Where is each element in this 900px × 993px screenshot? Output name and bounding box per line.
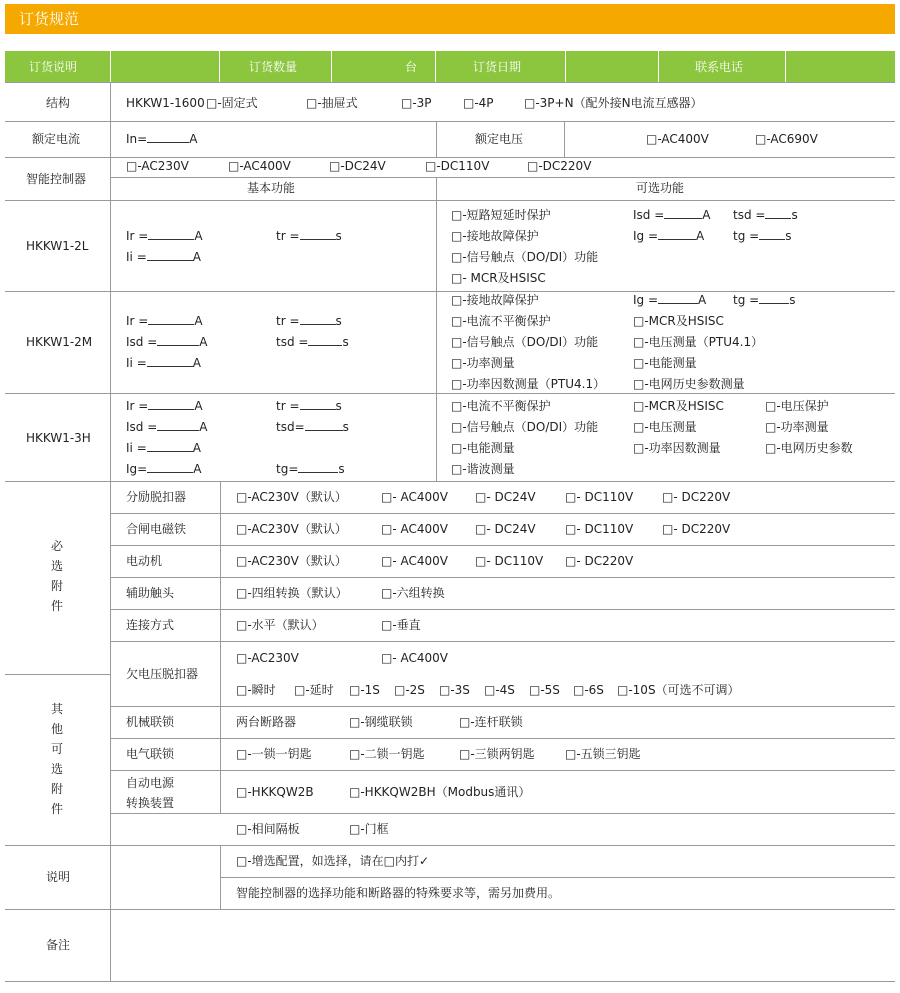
checkbox-1lock-1key[interactable]: □-一锁一钥匙 — [236, 747, 312, 761]
checkbox-door-frame[interactable]: □-门框 — [349, 822, 389, 836]
ats-label-line2: 转换装置 — [126, 796, 175, 810]
field-unit: A — [696, 229, 705, 243]
field-key: tg = — [733, 293, 760, 307]
row-line — [110, 577, 895, 578]
label-char: 件 — [50, 599, 63, 613]
field-unit: s — [335, 399, 342, 413]
checkbox-3s[interactable]: □-3S — [439, 683, 470, 697]
checkbox-vertical[interactable]: □-垂直 — [381, 618, 421, 632]
row-line — [110, 813, 895, 814]
separator — [435, 51, 436, 82]
field-unit: s — [789, 293, 796, 307]
checkbox-mcr-hsisc[interactable]: □-MCR及HSISC — [633, 314, 724, 328]
field-unit: A — [194, 314, 203, 328]
checkbox-power-measure[interactable]: □-功率测量 — [765, 420, 829, 434]
rated-voltage-label: 额定电压 — [475, 132, 524, 146]
checkbox-10s[interactable]: □-10S（可选不可调） — [617, 683, 740, 697]
checkbox-4p[interactable]: □-4P — [463, 96, 494, 110]
blank-line — [147, 132, 189, 143]
checkbox-ac230v[interactable]: □-AC230V（默认） — [236, 490, 347, 504]
checkbox-drawout[interactable]: □-抽屉式 — [306, 96, 358, 110]
row-line — [110, 609, 895, 610]
field-ii[interactable] — [126, 440, 201, 456]
checkbox-ac400v[interactable]: □- AC400V — [381, 490, 448, 504]
label-char: 附 — [50, 782, 63, 796]
separator — [785, 51, 786, 82]
row-line — [5, 82, 895, 83]
undervoltage-label: 欠电压脱扣器 — [126, 667, 199, 681]
row-line — [5, 121, 895, 122]
field-ii[interactable] — [126, 355, 201, 371]
field-unit: A — [702, 208, 711, 222]
checkbox-dc110v[interactable]: □- DC110V — [475, 554, 544, 568]
field-unit: s — [335, 314, 342, 328]
checkbox-phase-barrier[interactable]: □-相间隔板 — [236, 822, 300, 836]
row-line — [110, 738, 895, 739]
field-key: Ir = — [126, 229, 149, 243]
checkbox-5s[interactable]: □-5S — [529, 683, 560, 697]
col-line — [436, 121, 437, 157]
checkbox-voltage-measure[interactable]: □-电压测量 — [633, 420, 697, 434]
checkbox-dc110v[interactable]: □- DC110V — [565, 522, 634, 536]
field-ir[interactable] — [126, 313, 203, 329]
checkbox-uv-ac230v[interactable]: □-AC230V — [236, 651, 299, 665]
notes-line-1: □-增选配置，如选择，请在□内打✓ — [236, 854, 430, 868]
label-char: 其 — [50, 702, 63, 716]
blank-line — [147, 250, 193, 261]
col-line — [220, 481, 221, 813]
field-key: Ii = — [126, 250, 147, 264]
checkbox-ctrl-dc110v[interactable]: □-DC110V — [425, 159, 490, 173]
field-isd[interactable] — [633, 207, 711, 223]
checkbox-fixed[interactable]: □-固定式 — [206, 96, 258, 110]
field-tr[interactable] — [276, 313, 342, 329]
col-line — [220, 845, 221, 909]
checkbox-history-params[interactable]: □-电网历史参数测量 — [633, 377, 745, 391]
field-key: tg= — [276, 462, 299, 476]
blank-line — [305, 420, 343, 431]
label-char: 件 — [50, 802, 63, 816]
remarks-label: 备注 — [46, 938, 71, 952]
row-line — [110, 641, 895, 642]
blank-line — [308, 335, 342, 346]
field-unit: s — [342, 420, 349, 434]
mech-interlock-label: 机械联锁 — [126, 715, 175, 729]
checkbox-dc220v[interactable]: □- DC220V — [662, 522, 731, 536]
required-accessories-label — [47, 536, 67, 616]
row-line — [5, 200, 895, 201]
closing-coil-label: 合闸电磁铁 — [126, 522, 187, 536]
checkbox-ctrl-dc220v[interactable]: □-DC220V — [527, 159, 592, 173]
notes-label: 说明 — [46, 870, 71, 884]
checkbox-ctrl-dc24v[interactable]: □-DC24V — [329, 159, 386, 173]
checkbox-ac400v[interactable]: □-AC400V — [646, 132, 709, 146]
blank-line — [147, 356, 193, 367]
checkbox-ac400v[interactable]: □- AC400V — [381, 554, 448, 568]
shunt-trip-label: 分励脱扣器 — [126, 490, 187, 504]
field-unit: s — [338, 462, 345, 476]
field-key: Isd = — [633, 208, 665, 222]
blank-line — [658, 293, 698, 304]
field-unit: A — [192, 250, 201, 264]
in-unit: A — [189, 132, 198, 146]
field-unit: A — [199, 335, 208, 349]
blank-line — [664, 208, 702, 219]
blank-line — [147, 441, 193, 452]
field-ir[interactable] — [126, 398, 203, 414]
field-key: Ig = — [633, 293, 659, 307]
checkbox-power-measure[interactable]: □-功率测量 — [451, 356, 515, 370]
checkbox-energy-measure[interactable]: □-电能测量 — [451, 441, 515, 455]
field-tsd[interactable] — [733, 207, 798, 223]
row-line — [5, 674, 110, 675]
blank-line — [759, 229, 785, 240]
field-ig[interactable] — [633, 228, 704, 244]
checkbox-history-params[interactable]: □-电网历史参数 — [765, 441, 853, 455]
row-line — [5, 393, 895, 394]
col-line — [564, 121, 565, 157]
field-tr[interactable] — [276, 228, 342, 244]
checkbox-ac230v[interactable]: □-AC230V（默认） — [236, 554, 347, 568]
order-info-row — [5, 51, 895, 82]
field-unit: s — [785, 229, 792, 243]
label-char: 附 — [50, 579, 63, 593]
field-unit: A — [698, 293, 707, 307]
blank-line — [658, 229, 696, 240]
ats-label-line1: 自动电源 — [126, 776, 175, 790]
field-tr[interactable] — [276, 398, 342, 414]
checkbox-3pn[interactable]: □-3P+N（配外接N电流互感器） — [524, 96, 703, 110]
checkbox-harmonic-measure[interactable]: □-谐波测量 — [451, 462, 515, 476]
separator — [331, 51, 332, 82]
checkbox-dc220v[interactable]: □- DC220V — [565, 554, 634, 568]
field-key: tsd= — [276, 420, 305, 434]
blank-line — [300, 314, 336, 325]
field-unit: A — [194, 229, 203, 243]
row-line — [220, 877, 895, 878]
checkbox-mcr-hsisc[interactable]: □- MCR及HSISC — [451, 271, 546, 285]
field-tsd[interactable] — [276, 334, 349, 350]
label-char: 他 — [50, 722, 63, 736]
field-unit: A — [192, 441, 201, 455]
checkbox-instant[interactable]: □-瞬时 — [236, 683, 276, 697]
checkbox-voltage-measure[interactable]: □-电压测量（PTU4.1） — [633, 335, 764, 349]
checkbox-3p[interactable]: □-3P — [401, 96, 432, 110]
field-key: Ii = — [126, 441, 147, 455]
separator — [219, 51, 220, 82]
blank-line — [148, 314, 194, 325]
rated-current-label: 额定电流 — [32, 132, 81, 146]
field-unit: s — [791, 208, 798, 222]
row-line — [5, 481, 895, 482]
order-date-label: 订货日期 — [473, 60, 522, 74]
row-line — [5, 981, 895, 982]
checkbox-horizontal[interactable]: □-水平（默认） — [236, 618, 324, 632]
field-key: Isd = — [126, 420, 158, 434]
checkbox-mcr-hsisc[interactable]: □-MCR及HSISC — [633, 399, 724, 413]
checkbox-six-group[interactable]: □-六组转换 — [381, 586, 445, 600]
label-char: 可 — [50, 742, 63, 756]
phone-label: 联系电话 — [695, 60, 744, 74]
optional-function-heading: 可选功能 — [636, 181, 685, 195]
checkbox-rod-interlock[interactable]: □-连杆联锁 — [459, 715, 523, 729]
checkbox-signal-contact[interactable]: □-信号触点（DO/DI）功能 — [451, 335, 599, 349]
label-char: 选 — [50, 762, 63, 776]
field-key: tr = — [276, 314, 300, 328]
checkbox-dc110v[interactable]: □- DC110V — [565, 490, 634, 504]
title-bar — [5, 4, 895, 34]
two-breakers-text: 两台断路器 — [236, 715, 297, 729]
checkbox-power-factor[interactable]: □-功率因数测量 — [633, 441, 721, 455]
in-key: In= — [126, 132, 148, 146]
notes-line-2: 智能控制器的选择功能和断路器的特殊要求等，需另加费用。 — [236, 886, 561, 900]
field-key: tg = — [733, 229, 760, 243]
checkbox-dc220v[interactable]: □- DC220V — [662, 490, 731, 504]
checkbox-6s[interactable]: □-6S — [573, 683, 604, 697]
checkbox-hkkqw2b[interactable]: □-HKKQW2B — [236, 785, 314, 799]
checkbox-dc24v[interactable]: □- DC24V — [475, 490, 536, 504]
field-unit: s — [335, 229, 342, 243]
checkbox-signal-contact[interactable]: □-信号触点（DO/DI）功能 — [451, 420, 599, 434]
checkbox-four-group[interactable]: □-四组转换（默认） — [236, 586, 348, 600]
blank-line — [148, 229, 194, 240]
checkbox-5lock-3key[interactable]: □-五锁三钥匙 — [565, 747, 641, 761]
checkbox-current-imbalance[interactable]: □-电流不平衡保护 — [451, 399, 551, 413]
other-accessories-label — [47, 699, 67, 819]
blank-line — [759, 293, 789, 304]
checkbox-ground-fault[interactable]: □-接地故障保护 — [451, 229, 539, 243]
field-key: Isd = — [126, 335, 158, 349]
checkbox-ac690v[interactable]: □-AC690V — [755, 132, 818, 146]
separator — [658, 51, 659, 82]
checkbox-energy-measure[interactable]: □-电能测量 — [633, 356, 697, 370]
checkbox-power-factor[interactable]: □-功率因数测量（PTU4.1） — [451, 377, 606, 391]
field-isd[interactable] — [126, 419, 208, 435]
field-isd[interactable] — [126, 334, 208, 350]
in-field[interactable] — [126, 131, 197, 147]
blank-line — [765, 208, 791, 219]
field-key: tr = — [276, 399, 300, 413]
field-unit: A — [193, 462, 202, 476]
checkbox-2s[interactable]: □-2S — [394, 683, 425, 697]
field-key: Ir = — [126, 314, 149, 328]
field-tg[interactable] — [276, 461, 345, 477]
row-line — [5, 845, 895, 846]
field-ii[interactable] — [126, 249, 201, 265]
model-3h-label: HKKW1-3H — [26, 431, 91, 445]
field-key: Ii = — [126, 356, 147, 370]
checkbox-ac230v[interactable]: □-AC230V（默认） — [236, 522, 347, 536]
checkbox-cable-interlock[interactable]: □-钢缆联锁 — [349, 715, 413, 729]
field-ig[interactable] — [126, 461, 201, 477]
checkbox-ac400v[interactable]: □- AC400V — [381, 522, 448, 536]
checkbox-3lock-2key[interactable]: □-三锁两钥匙 — [459, 747, 535, 761]
order-desc-label: 订货说明 — [29, 60, 78, 74]
elec-interlock-label: 电气联锁 — [126, 747, 175, 761]
structure-label: 结构 — [46, 96, 71, 110]
aux-contact-label: 辅助触头 — [126, 586, 175, 600]
order-qty-label: 订货数量 — [249, 60, 298, 74]
checkbox-ctrl-ac400v[interactable]: □-AC400V — [228, 159, 291, 173]
label-char: 必 — [50, 539, 63, 553]
checkbox-2lock-1key[interactable]: □-二锁一钥匙 — [349, 747, 425, 761]
separator — [565, 51, 566, 82]
model-2l-label: HKKW1-2L — [26, 239, 89, 253]
blank-line — [300, 229, 336, 240]
field-key: Ir = — [126, 399, 149, 413]
field-key: Ig= — [126, 462, 148, 476]
row-line — [110, 177, 895, 178]
checkbox-uv-ac400v[interactable]: □- AC400V — [381, 651, 448, 665]
field-key: Ig = — [633, 229, 659, 243]
row-line — [110, 545, 895, 546]
checkbox-dc24v[interactable]: □- DC24V — [475, 522, 536, 536]
field-ig[interactable] — [633, 292, 706, 308]
col-line — [110, 82, 111, 981]
blank-line — [148, 399, 194, 410]
controller-label: 智能控制器 — [26, 172, 87, 186]
connection-label: 连接方式 — [126, 618, 175, 632]
label-char: 选 — [50, 559, 63, 573]
basic-function-heading: 基本功能 — [247, 181, 296, 195]
field-unit: A — [199, 420, 208, 434]
remarks-field[interactable] — [111, 910, 895, 980]
field-unit: A — [194, 399, 203, 413]
motor-label: 电动机 — [126, 554, 163, 568]
checkbox-1s[interactable]: □-1S — [349, 683, 380, 697]
checkbox-4s[interactable]: □-4S — [484, 683, 515, 697]
model-number: HKKW1-1600 — [126, 96, 205, 110]
col-line — [436, 177, 437, 481]
blank-line — [300, 399, 336, 410]
page-title: 订货规范 — [19, 10, 80, 28]
field-unit: s — [342, 335, 349, 349]
blank-line — [157, 420, 199, 431]
field-key: tr = — [276, 229, 300, 243]
checkbox-voltage-protect[interactable]: □-电压保护 — [765, 399, 829, 413]
checkbox-signal-contact[interactable]: □-信号触点（DO/DI）功能 — [451, 250, 599, 264]
checkbox-ground-fault[interactable]: □-接地故障保护 — [451, 293, 539, 307]
field-key: tsd = — [733, 208, 766, 222]
field-key: tsd = — [276, 335, 309, 349]
row-line — [110, 706, 895, 707]
field-unit: A — [192, 356, 201, 370]
checkbox-ctrl-ac230v[interactable]: □-AC230V — [126, 159, 189, 173]
blank-line — [298, 462, 338, 473]
checkbox-delay[interactable]: □-延时 — [294, 683, 334, 697]
checkbox-current-imbalance[interactable]: □-电流不平衡保护 — [451, 314, 551, 328]
blank-line — [157, 335, 199, 346]
field-ir[interactable] — [126, 228, 203, 244]
row-line — [110, 770, 895, 771]
field-tsd[interactable] — [276, 419, 349, 435]
field-tg[interactable] — [733, 228, 791, 244]
model-2m-label: HKKW1-2M — [26, 335, 93, 349]
row-line — [110, 513, 895, 514]
unit-label: 台 — [405, 60, 418, 74]
separator — [110, 51, 111, 82]
field-tg[interactable] — [733, 292, 795, 308]
checkbox-hkkqw2bh[interactable]: □-HKKQW2BH（Modbus通讯） — [349, 785, 531, 799]
checkbox-short-delay[interactable]: □-短路短延时保护 — [451, 208, 551, 222]
blank-line — [147, 462, 193, 473]
